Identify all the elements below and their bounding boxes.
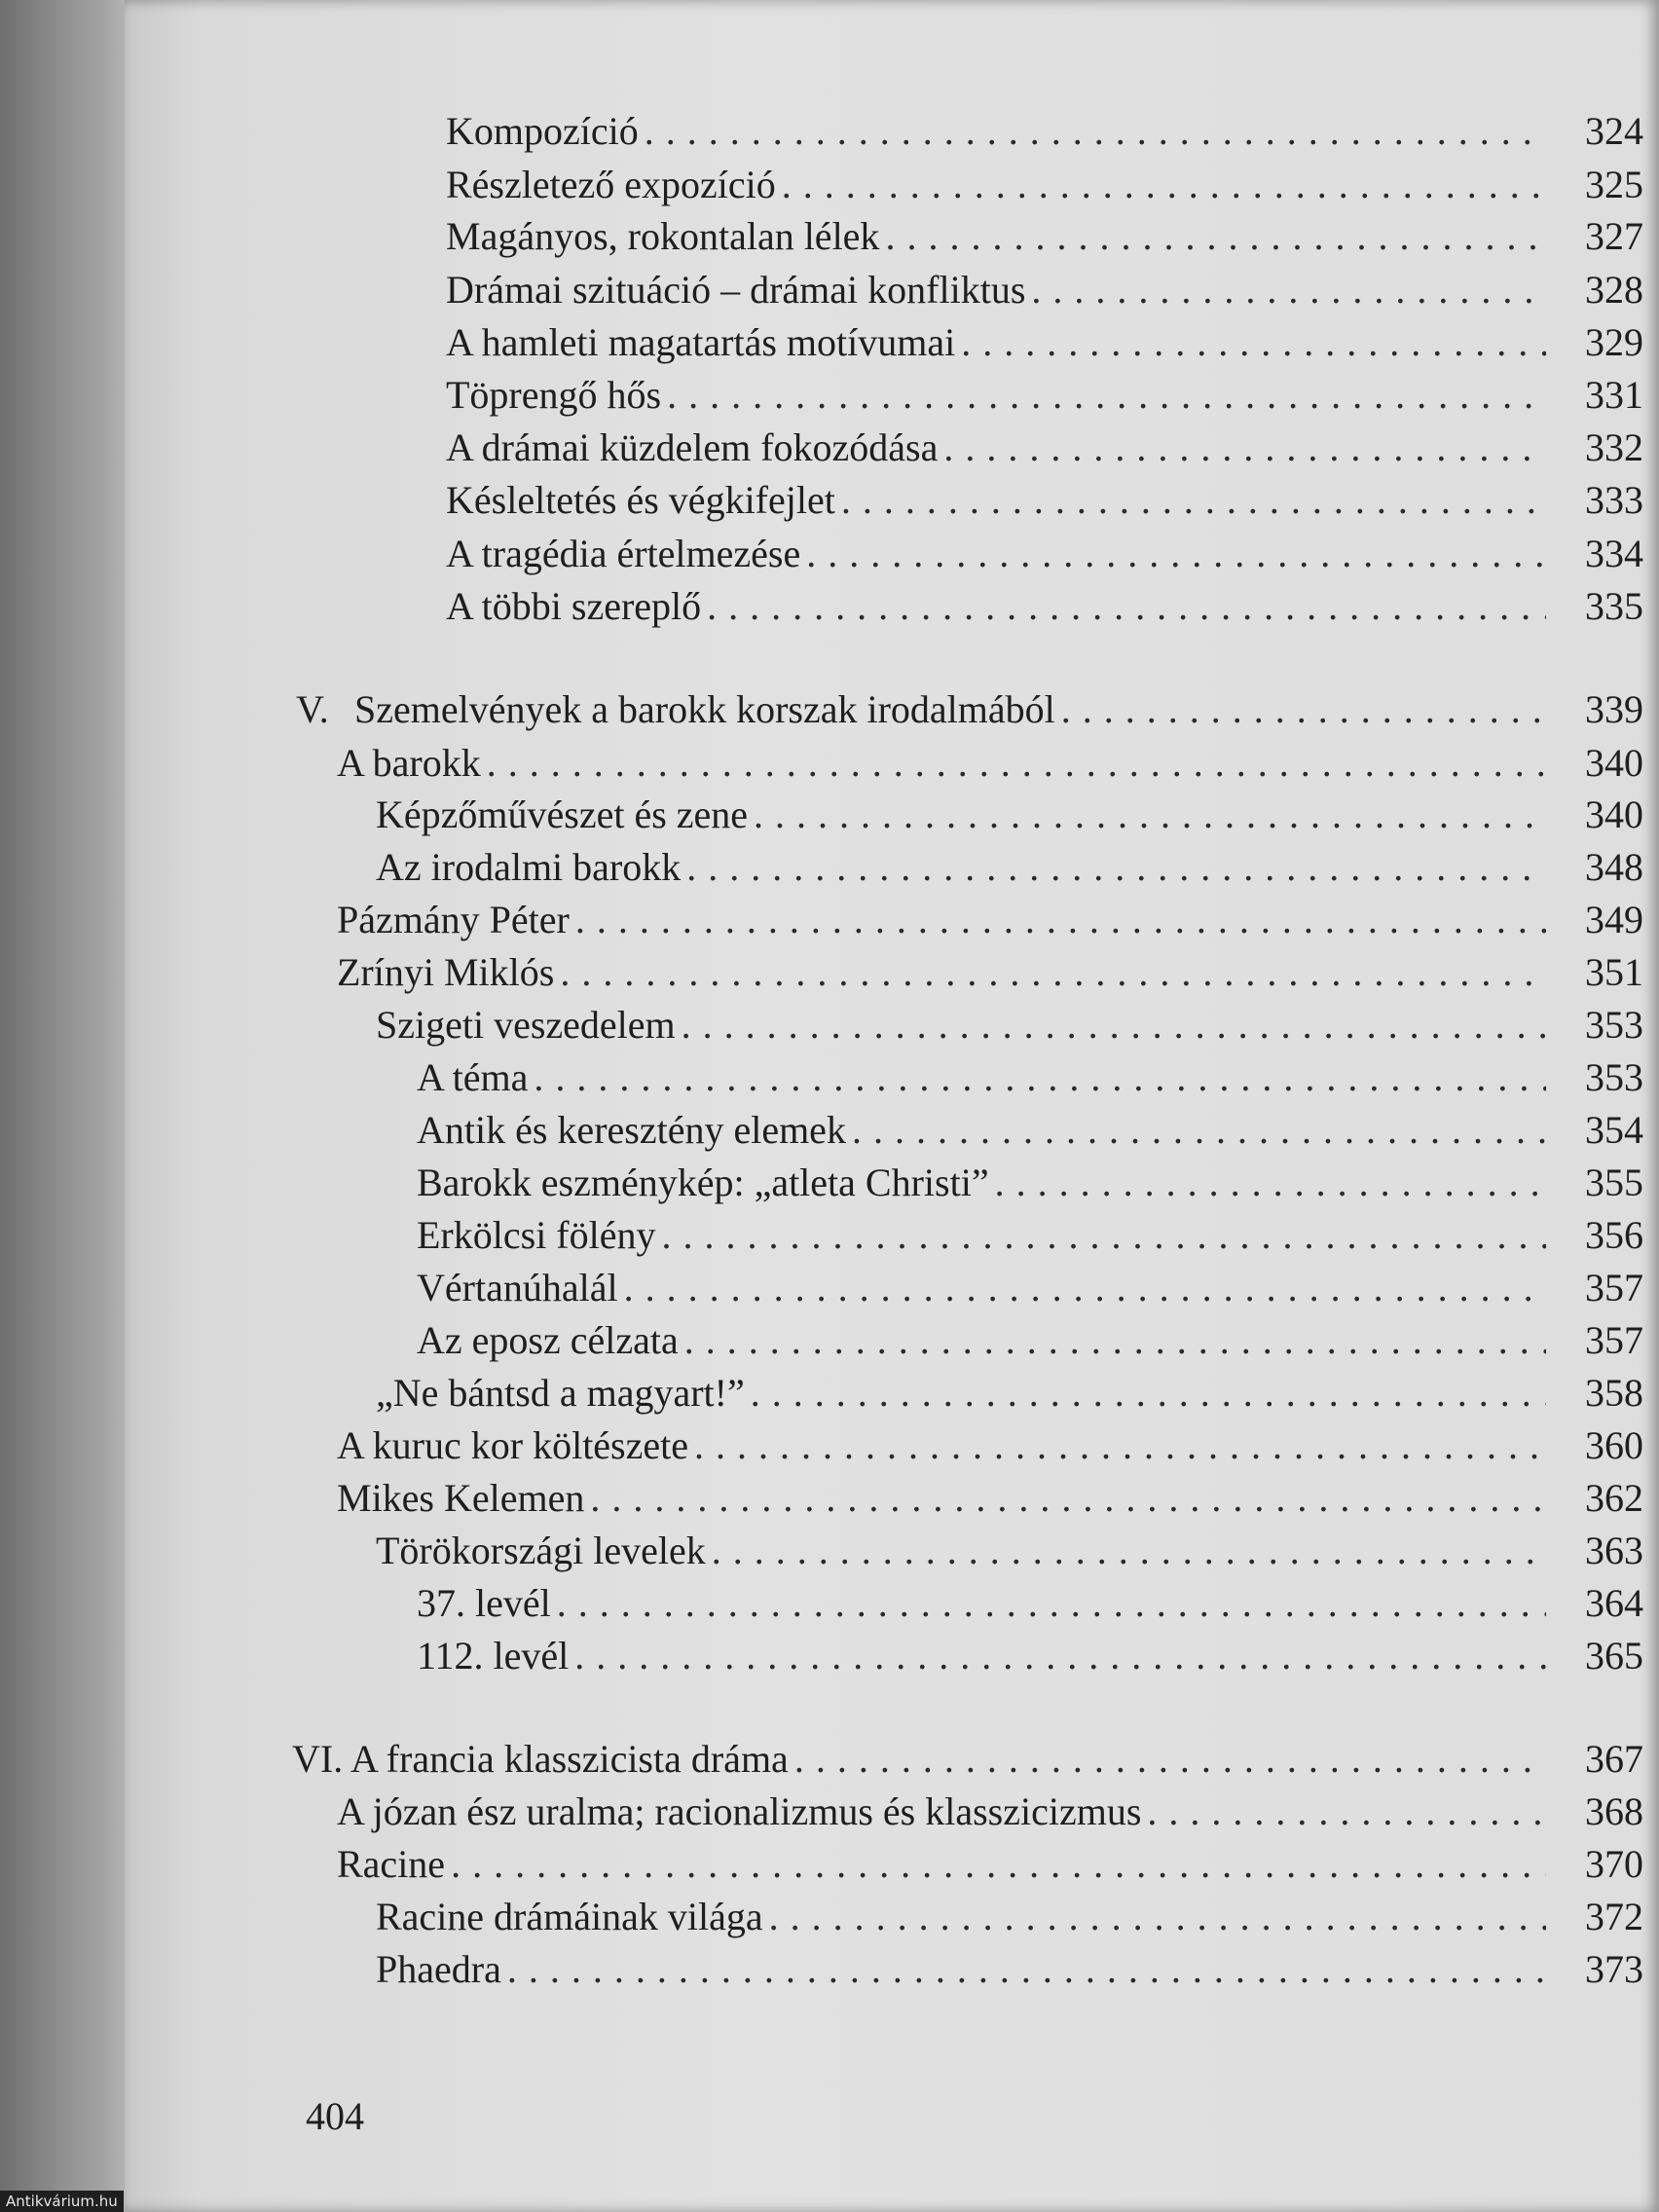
toc-entry [417,1106,1643,1155]
dot-leader [645,107,1546,156]
toc-entry-page: 367 [1585,1737,1643,1781]
toc-entry-title: A téma [417,1055,529,1099]
toc-entry-title: Törökországi levelek [376,1529,706,1572]
toc-entry [337,948,1643,997]
toc-entry-page: 324 [1585,109,1643,153]
toc-entry [296,685,1643,734]
toc-entry [376,1001,1643,1050]
toc-entry [446,212,1643,261]
toc-entry-page: 340 [1585,741,1643,785]
toc-entry-title: Képzőművészet és zene [376,793,749,836]
dot-leader [794,1735,1546,1784]
toc-entry-title: A drámai küzdelem fokozódása [446,425,939,469]
toc-entry [376,1527,1643,1575]
dot-leader [534,1053,1546,1102]
dot-leader [575,896,1546,944]
toc-entry-page: 334 [1585,532,1643,575]
dot-leader [961,318,1546,367]
toc-entry-title: Racine drámáinak világa [376,1895,763,1938]
toc-entry-page: 354 [1585,1108,1643,1152]
toc-entry-page: 365 [1585,1634,1643,1677]
toc-entry-title: Mikes Kelemen [337,1476,585,1520]
toc-entry-page: 328 [1585,268,1643,312]
toc-entry-title: A józan ész uralma; racionalizmus és klasszicizmus [337,1789,1142,1833]
toc-entry-title: Szemelvények a barokk korszak irodalmából [354,687,1055,731]
toc-entry-title: Drámai szituáció – drámai konfliktus [446,268,1026,312]
toc-entry [337,1788,1643,1836]
toc-entry [446,476,1643,525]
dot-leader [1147,1788,1546,1836]
toc-entry-page: 362 [1585,1476,1643,1520]
toc-entry [376,791,1643,839]
toc-entry-title: Erkölcsi fölény [417,1213,656,1257]
dot-leader [782,161,1546,209]
toc-entry-title: 112. levél [417,1634,570,1677]
toc-entry-page: 370 [1585,1842,1643,1886]
toc-entry [417,1316,1643,1365]
dot-leader [667,371,1546,420]
dot-leader [507,1945,1546,1994]
dot-leader [751,1369,1546,1418]
toc-entry [446,107,1643,156]
dot-leader [624,1264,1546,1312]
toc-entry-page: 372 [1585,1895,1643,1938]
toc-entry-page: 335 [1585,584,1643,628]
toc-entry [376,1945,1643,1994]
toc-entry-title: Barokk eszménykép: „atleta Christi” [417,1161,989,1204]
toc-entry-page: 353 [1585,1003,1643,1047]
toc-entry-title: Részletező expozíció [446,163,776,206]
toc-entry-page: 356 [1585,1213,1643,1257]
toc-entry-page: 329 [1585,320,1643,364]
toc-entry-title: „Ne bántsd a magyart!” [376,1371,745,1415]
toc-entry-title: Pázmány Péter [337,898,570,941]
toc-entry [337,1474,1643,1523]
toc-entry-page: 355 [1585,1161,1643,1204]
toc-entry [417,1579,1643,1628]
toc-entry [446,582,1643,631]
toc-entry-page: 327 [1585,214,1643,258]
toc-entry-page: 331 [1585,373,1643,417]
chapter-number: VI. [292,1737,344,1781]
toc-entry [446,318,1643,367]
dot-leader [712,1527,1546,1575]
dot-leader [707,582,1546,631]
dot-leader [684,1316,1546,1365]
toc-entry [417,1053,1643,1102]
dot-leader [806,530,1546,578]
toc-entry-title: Az irodalmi barokk [376,845,682,889]
toc-entry-page: 358 [1585,1371,1643,1415]
toc-entry-title: Racine [337,1842,446,1886]
toc-entry [376,843,1643,892]
toc-entry [446,161,1643,209]
toc-entry [376,1893,1643,1941]
toc-entry-page: 325 [1585,163,1643,206]
toc-entry [417,1264,1643,1312]
dot-leader [885,212,1546,261]
book-spine-shadow [0,0,131,2212]
toc-entry-title: Kompozíció [446,109,639,153]
dot-leader [852,1106,1546,1155]
dot-leader [1061,685,1546,734]
toc-entry-title: Töprengő hős [446,373,662,417]
toc-entry-title: A barokk [337,741,481,785]
dot-leader [451,1840,1546,1889]
toc-entry-page: 340 [1585,793,1643,836]
toc-entry-title: A hamleti magatartás motívumai [446,320,956,364]
dot-leader [590,1474,1546,1523]
watermark: Antikvárium.hu [0,2191,124,2212]
dot-leader [1031,266,1546,314]
toc-entry [417,1159,1643,1207]
toc-entry [337,739,1643,788]
toc-entry-page: 332 [1585,425,1643,469]
toc-entry [417,1632,1643,1680]
toc-entry-page: 357 [1585,1318,1643,1362]
book-page [125,0,1659,2212]
toc-entry-title: Vértanúhalál [417,1266,618,1309]
toc-entry-title: A többi szereplő [446,584,702,628]
toc-entry-title: A kuruc kor költészete [337,1423,688,1467]
toc-entry [446,530,1643,578]
dot-leader [769,1893,1546,1941]
toc-entry-page: 348 [1585,845,1643,889]
toc-entry-page: 368 [1585,1789,1643,1833]
toc-entry-page: 353 [1585,1055,1643,1099]
toc-entry-page: 339 [1585,687,1643,731]
dot-leader [662,1211,1547,1260]
toc-entry-title: Az eposz célzata [417,1318,679,1362]
page-number: 404 [306,2094,364,2138]
dot-leader [560,948,1546,997]
dot-leader [841,476,1546,525]
toc-entry [376,1369,1643,1418]
toc-entry-page: 360 [1585,1423,1643,1467]
toc-entry-title: A tragédia értelmezése [446,532,801,575]
toc-entry [337,1840,1643,1889]
toc-entry-page: 363 [1585,1529,1643,1572]
toc-entry-page: 364 [1585,1581,1643,1625]
table-of-contents [125,0,1659,2212]
toc-entry-page: 349 [1585,898,1643,941]
toc-entry [446,371,1643,420]
toc-entry [337,1421,1643,1470]
dot-leader [682,1001,1546,1050]
toc-entry-title: Szigeti veszedelem [376,1003,676,1047]
toc-entry-title: Phaedra [376,1947,501,1991]
toc-entry-page: 373 [1585,1947,1643,1991]
chapter-number: V. [296,687,329,731]
toc-entry-page: 333 [1585,478,1643,522]
toc-entry-title: A francia klasszicista dráma [350,1737,789,1781]
dot-leader [574,1632,1546,1680]
dot-leader [943,424,1546,472]
toc-entry [417,1211,1643,1260]
toc-entry-title: 37. levél [417,1581,551,1625]
dot-leader [557,1579,1546,1628]
dot-leader [694,1421,1546,1470]
dot-leader [487,739,1546,788]
dot-leader [686,843,1546,892]
toc-entry-title: Magányos, rokontalan lélek [446,214,880,258]
toc-entry-page: 351 [1585,950,1643,994]
toc-entry [446,266,1643,314]
toc-entry-page: 357 [1585,1266,1643,1309]
dot-leader [754,791,1546,839]
toc-entry-title: Zrínyi Miklós [337,950,555,994]
dot-leader [995,1159,1546,1207]
toc-entry-title: Antik és keresztény elemek [417,1108,846,1152]
toc-entry [292,1735,1643,1784]
toc-entry [337,896,1643,944]
toc-entry-title: Késleltetés és végkifejlet [446,478,835,522]
toc-entry [446,424,1643,472]
